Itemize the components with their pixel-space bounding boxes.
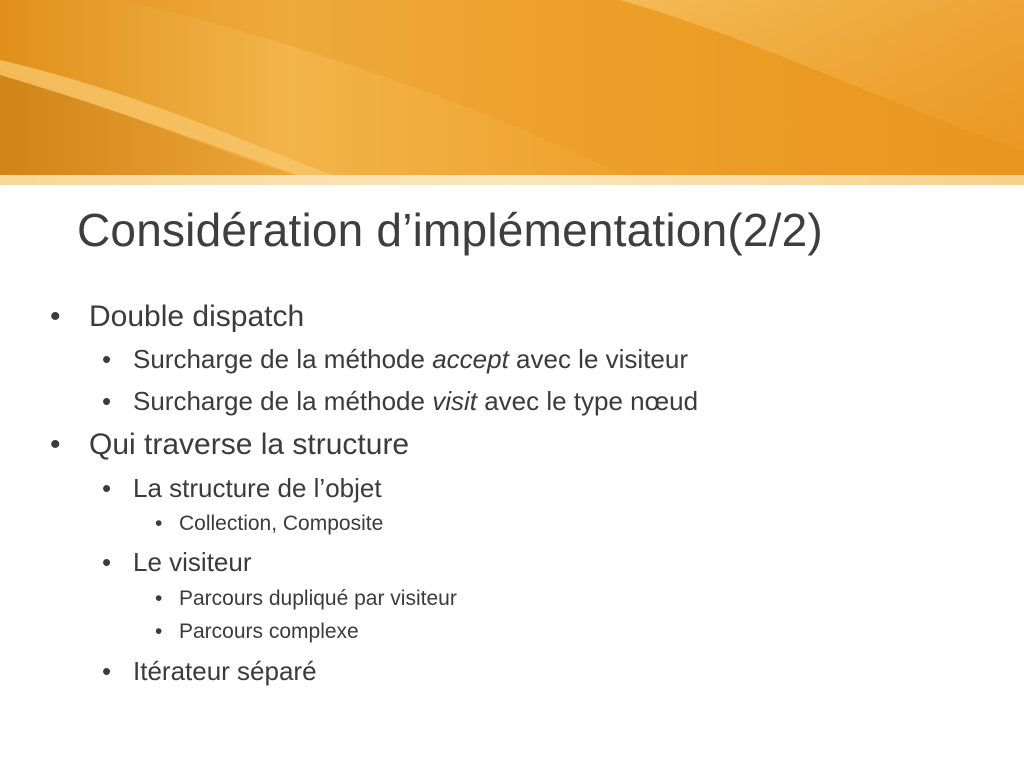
bullet-text: Le visiteur (133, 547, 252, 577)
bullet-text: Collection, Composite (179, 512, 384, 535)
bullet-text: La structure de l’objet (133, 473, 382, 503)
bullet-marker: • (155, 587, 163, 610)
bullet-text-part: Surcharge de la méthode (133, 386, 433, 416)
bullet-marker: • (50, 300, 61, 333)
bullet-text: Double dispatch (89, 300, 305, 333)
bullet-marker: • (50, 428, 61, 461)
bullet-marker: • (102, 547, 112, 577)
header-banner (0, 0, 1024, 185)
bullet-text-part: Surcharge de la méthode (133, 344, 433, 374)
bullet-text: Itérateur séparé (133, 656, 317, 686)
emphasized-term: accept (432, 344, 509, 374)
bullet-text (133, 386, 698, 417)
bullet-marker: • (102, 386, 112, 416)
banner-divider-stripe (0, 175, 1024, 185)
bullet-marker: • (102, 473, 112, 503)
bullet-text-part: avec le type nœud (476, 386, 699, 416)
bullet-text: Qui traverse la structure (89, 428, 410, 461)
bullet-marker: • (155, 512, 163, 535)
slide-title: Considération d’implémentation(2/2) (77, 204, 823, 256)
bullet-text (133, 344, 688, 375)
banner-swoosh-graphic (0, 0, 1024, 185)
bullet-text-part: avec le visiteur (508, 344, 688, 374)
bullet-marker: • (155, 620, 163, 643)
bullet-marker: • (102, 344, 112, 374)
emphasized-term: visit (432, 386, 477, 416)
bullet-marker: • (102, 656, 112, 686)
bullet-text: Parcours dupliqué par visiteur (179, 587, 457, 610)
bullet-text: Parcours complexe (179, 620, 359, 643)
